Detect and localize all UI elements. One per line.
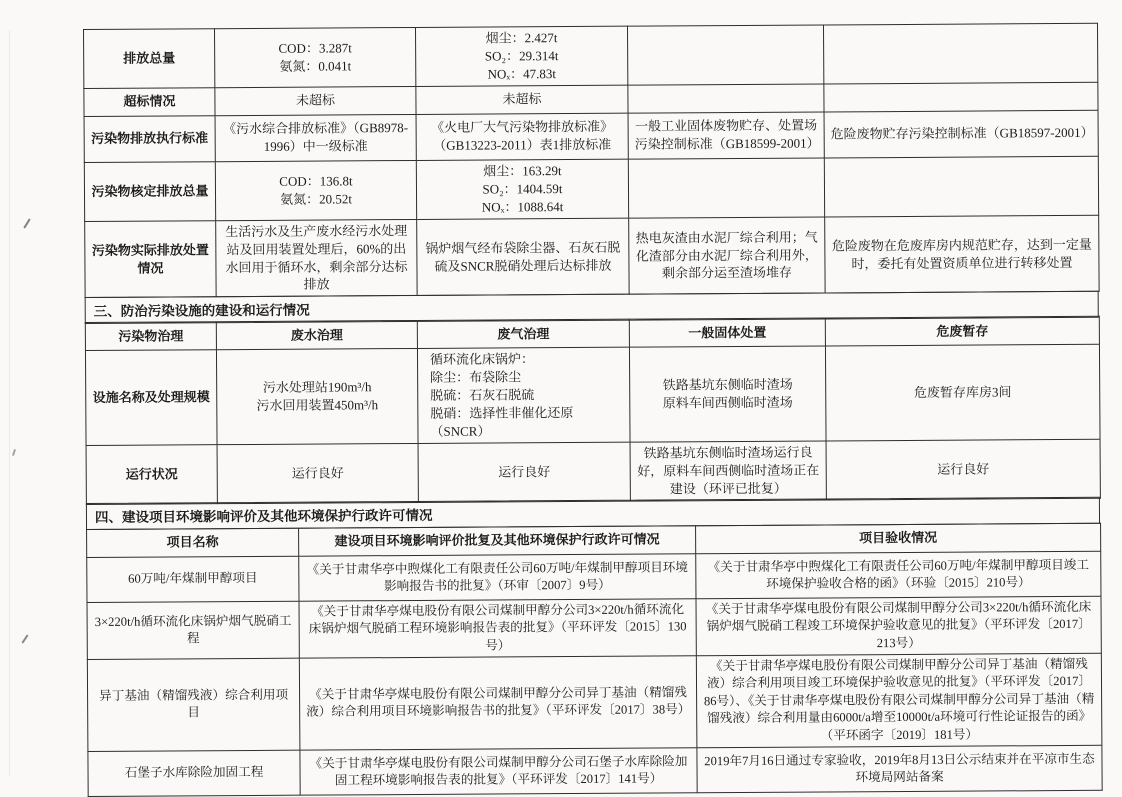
cell-facility-gas: 循环流化床锅炉： 除尘：布袋除尘 脱硫：石灰石脱硫 脱硝：选择性非催化还原（SNCR） [417,348,630,444]
table-row [85,215,1099,298]
column-header: 废气治理 [417,320,629,349]
report-sheet [83,23,1102,797]
column-header: 建设项目环境影响评价批复及其他环境保护行政许可情况 [299,526,696,556]
scan-artifact [12,449,16,456]
row-label: 污染物实际排放处置情况 [85,220,216,298]
cell-airemission-total: 烟尘：2.427t SO₂：29.314t NOₓ：47.83t [415,26,627,86]
cell-project-acceptance: 《关于甘肃华亭煤电股份有限公司煤制甲醇分公司异丁基油（精馏残液）综合利用项目竣工环境保护验收意见的批复》（平环评发〔2017〕86号）、《关于甘肃华亭煤电股份有限公司煤制甲醇分公司异丁基油（精馏残液）综合利用量由6000t/a增至10000t/a环境可行性论证报告的函》（平环函字〔2019〕181号） [696,653,1102,747]
cell-exceedance-air: 未超标 [416,85,628,114]
scan-artifact [23,218,31,228]
cell [628,84,824,113]
column-header: 一般固体处置 [629,318,825,347]
cell-status-hazard: 运行良好 [826,439,1100,499]
cell-exceedance-water: 未超标 [215,86,416,115]
cell-actual-air: 锅炉烟气经布袋除尘器、石灰石脱硫及SNCR脱硝处理后达标排放 [417,218,629,296]
cell-actual-water: 生活污水及生产废水经污水处理站及回用装置处理后，60%的出水回用于循环水，剩余部分达标排放 [216,219,417,297]
pollutant-discharge-table [83,23,1100,299]
column-header: 项目名称 [87,528,299,557]
section4-title: 四、建设项目环境影响评价及其他环境保护行政许可情况 [86,497,1100,530]
paper-edge-shadow [9,30,10,776]
treatment-facilities-table [85,316,1101,505]
cell-project-name: 60万吨/年煤制甲醇项目 [87,556,299,602]
cell-project-name: 石堡子水库除险加固工程 [88,750,300,796]
cell-status-gas: 运行良好 [418,442,630,502]
table-row [86,439,1100,504]
cell-permitted-air: 烟尘：163.29t SO₂：1404.59t NOₓ：1088.64t [416,159,628,219]
cell [824,82,1098,112]
table-row [88,745,1102,796]
cell-facility-hazard: 危废暂存库房3间 [825,345,1100,441]
scan-artifact [21,634,28,643]
row-label: 设施名称及处理规模 [85,350,217,445]
cell-standard-hazard: 危险废物贮存污染控制标准（GB18597-2001） [824,110,1098,158]
eia-approval-table [86,523,1103,797]
cell-project-acceptance: 《关于甘肃华亭中煦煤化工有限责任公司60万吨/年煤制甲醇项目竣工环境保护验收合格的函》（环验〔2015〕210号） [696,551,1101,598]
cell-facility-solid: 铁路基坑东侧临时渣场 原料车间西侧临时渣场 [629,346,826,442]
cell-status-wastewater: 运行良好 [217,444,418,504]
cell [823,23,1097,83]
cell-actual-hazard: 危险废物在危废库房内规范贮存，达到一定量时，委托有处置资质单位进行转移处置 [825,215,1099,293]
table-row [84,110,1098,162]
column-header: 废水治理 [216,321,417,350]
column-header: 项目验收情况 [696,523,1101,553]
table-row [84,23,1098,88]
row-label: 污染物排放执行标准 [84,116,215,163]
table-row [85,345,1100,446]
table-row [87,551,1101,602]
cell [627,25,823,85]
section3-title: 三、防治污染设施的建设和运行情况 [85,291,1099,324]
cell-actual-solid: 热电灰渣由水泥厂综合利用；气化渣部分由水泥厂综合利用外，剩余部分运至渣场堆存 [629,217,825,295]
cell-status-solid: 铁路基坑东侧临时渣场运行良好，原料车间西侧临时渣场正在建设（环评已批复） [630,441,826,501]
table-row [87,653,1102,751]
cell [824,156,1098,216]
column-header: 污染物治理 [85,322,216,351]
cell-project-approval: 《关于甘肃华亭煤电股份有限公司煤制甲醇分公司异丁基油（精馏残液）综合利用项目环境影响报告书的批复》（平环评发〔2017〕38号） [299,656,697,750]
cell-permitted-water: COD：136.8t 氨氮：20.52t [215,160,416,220]
cell-project-approval: 《关于甘肃华亭中煦煤化工有限责任公司60万吨/年煤制甲醇项目环境影响报告书的批复》（环审〔2007〕9号） [299,554,696,601]
column-header: 危废暂存 [825,317,1099,347]
cell-wastewater-total: COD：3.287t 氨氮：0.041t [215,27,416,87]
cell-project-name: 异丁基油（精馏残液）综合利用项目 [87,658,300,751]
row-label: 污染物核定排放总量 [84,162,215,222]
row-label: 排放总量 [84,29,215,89]
cell-standard-water: 《污水综合排放标准》（GB8978-1996）中一级标准 [215,114,416,161]
cell-facility-wastewater: 污水处理站190m³/h 污水回用装置450m³/h [216,349,418,445]
cell-project-approval: 《关于甘肃华亭煤电股份有限公司煤制甲醇分公司3×220t/h循环流化床锅炉烟气脱硝工程环境影响报告表的批复》（平环评发〔2015〕130号） [299,599,696,659]
cell [628,158,824,218]
table-row [87,596,1101,659]
cell-standard-air: 《火电厂大气污染物排放标准》（GB13223-2011）表1排放标准 [416,113,628,160]
cell-project-name: 3×220t/h循环流化床锅炉烟气脱硝工程 [87,601,299,659]
cell-project-acceptance: 《关于甘肃华亭煤电股份有限公司煤制甲醇分公司3×220t/h循环流化床锅炉烟气脱硝工程竣工环境保护验收意见的批复》（平环评发〔2017〕213号） [696,596,1101,656]
table-row [84,156,1098,221]
row-label: 运行状况 [86,445,217,505]
cell-project-approval: 《关于甘肃华亭煤电股份有限公司煤制甲醇分公司石堡子水库除险加固工程环境影响报告表的批复》（平环评发〔2017〕141号） [300,748,697,795]
row-label: 超标情况 [84,88,215,117]
cell-standard-solid: 一般工业固体废物贮存、处置场污染控制标准（GB18599-2001） [628,112,824,159]
cell-project-acceptance: 2019年7月16日通过专家验收，2019年8月13日公示结束并在平凉市生态环境局网站备案 [697,745,1102,792]
